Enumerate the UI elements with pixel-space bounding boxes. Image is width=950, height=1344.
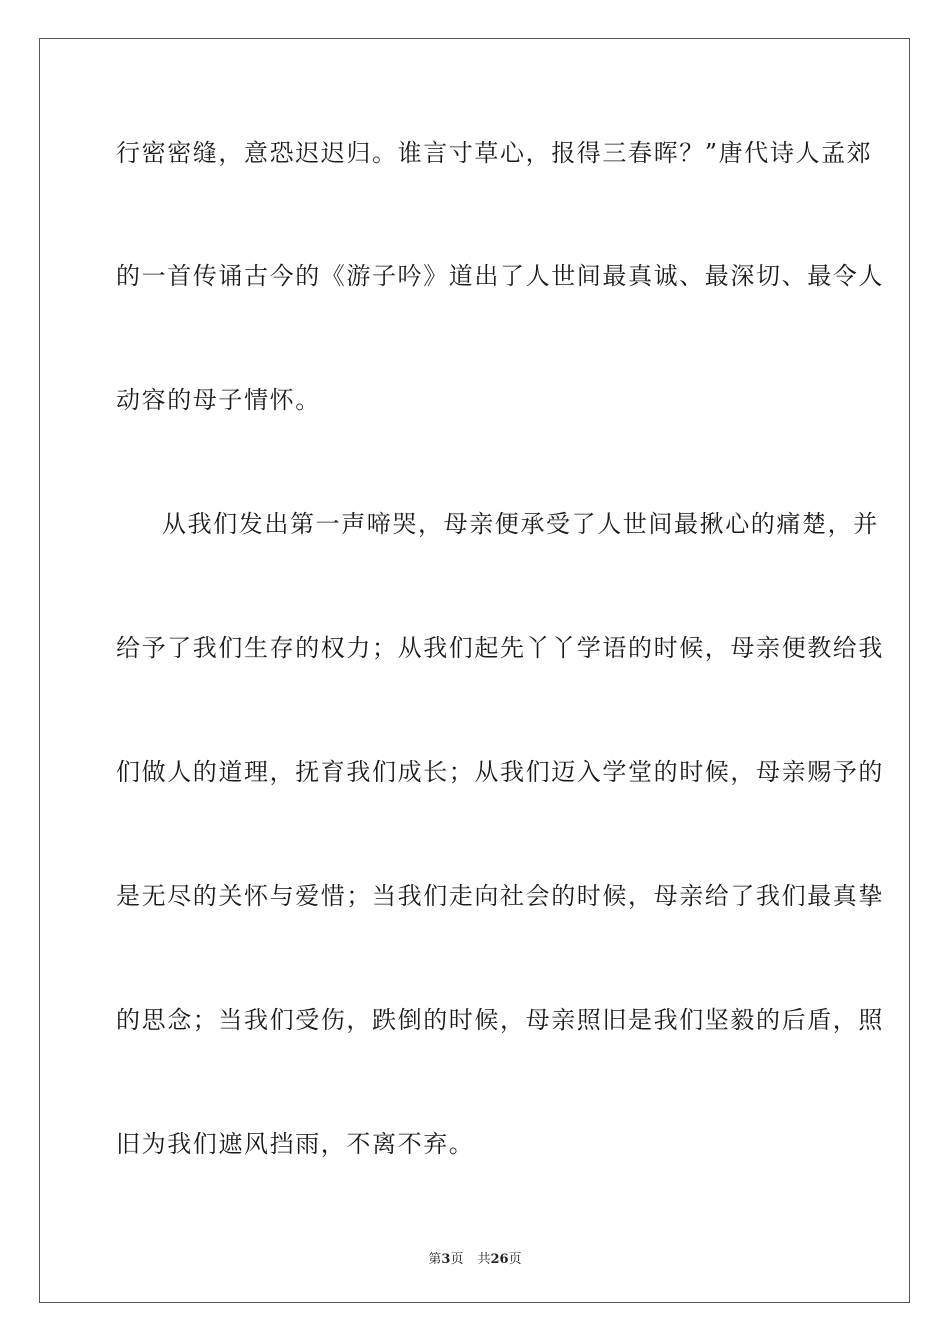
text-line-3: 动容的母子情怀。 (116, 386, 321, 414)
text-line-9: 旧为我们遮风挡雨，不离不弃。 (116, 1130, 475, 1158)
total-suffix: 页 (508, 1252, 522, 1267)
text-line-6: 们做人的道理，抚育我们成长；从我们迈入学堂的时候，母亲赐予的 (116, 758, 884, 786)
page-number: 3 (441, 1252, 451, 1267)
total-pages: 26 (490, 1252, 509, 1267)
text-line-2: 的一首传诵古今的《游子吟》道出了人世间最真诚、最深切、最令人 (116, 262, 884, 290)
page-footer (0, 1248, 950, 1267)
text-line-8: 的思念；当我们受伤，跌倒的时候，母亲照旧是我们坚毅的后盾，照 (116, 1006, 884, 1034)
page-prefix: 第 (428, 1252, 442, 1267)
text-line-7: 是无尽的关怀与爱惜；当我们走向社会的时候，母亲给了我们最真挚 (116, 882, 884, 910)
page-frame (39, 38, 910, 1303)
total-prefix: 共 (477, 1252, 491, 1267)
text-line-4: 从我们发出第一声啼哭，母亲便承受了人世间最揪心的痛楚，并 (162, 510, 879, 538)
page-suffix: 页 (450, 1252, 464, 1267)
text-line-1: 行密密缝，意恐迟迟归。谁言寸草心，报得三春晖？”唐代诗人孟郊 (116, 139, 873, 167)
text-line-5: 给予了我们生存的权力；从我们起先丫丫学语的时候，母亲便教给我 (116, 634, 884, 662)
